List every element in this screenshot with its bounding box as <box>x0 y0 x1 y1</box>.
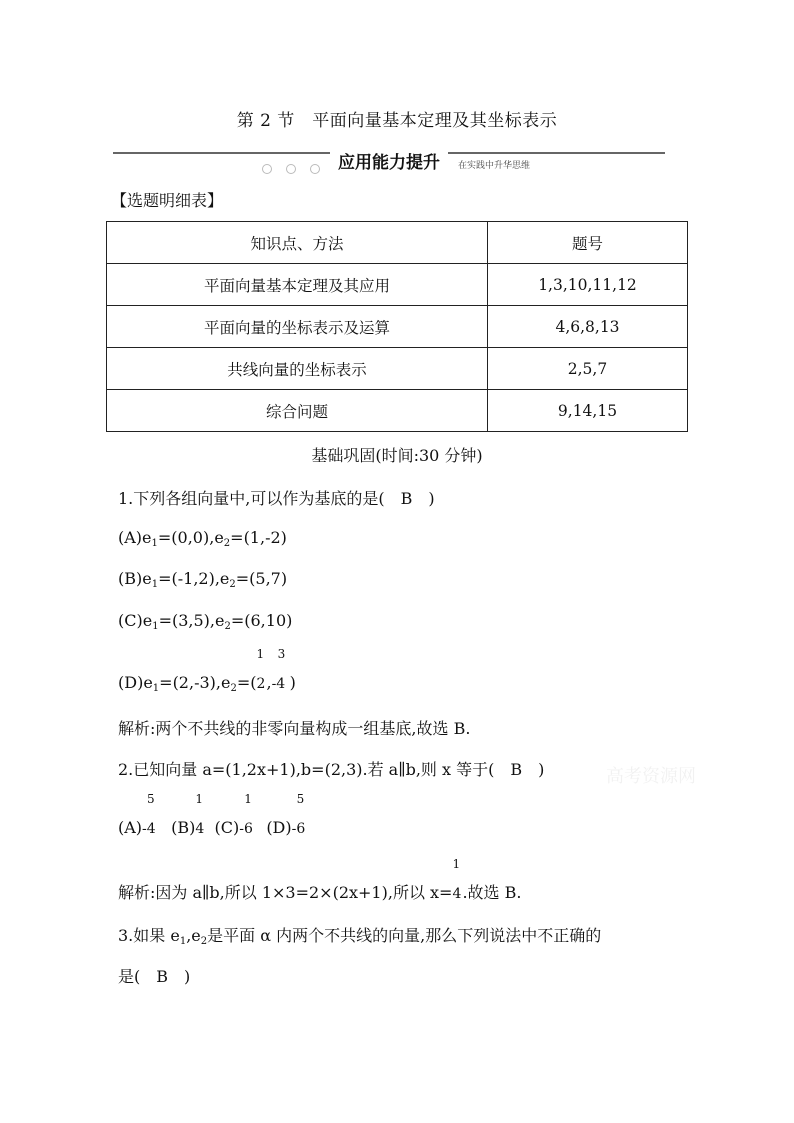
subscript: 2 <box>200 936 208 947</box>
subscript: 1 <box>152 621 159 632</box>
page-title: 第 2 节 平面向量基本定理及其坐标表示 <box>236 111 558 131</box>
banner-heading: 应用能力提升 <box>330 148 448 173</box>
option-text: =( <box>236 673 257 692</box>
option-text: =(-1,2),e <box>158 569 230 588</box>
fraction-numerator: 5 <box>147 792 155 806</box>
subscript: 1 <box>151 538 158 549</box>
fraction <box>291 792 310 837</box>
option-text: (A)e <box>118 528 152 547</box>
subheading: 基础巩固(时间:30 分钟) <box>311 446 483 465</box>
question-3-stem <box>118 923 601 947</box>
question-1-analysis: 解析:两个不共线的非零向量构成一组基底,故选 B. <box>118 719 471 738</box>
table-cell: 1,3,10,11,12 <box>488 264 688 306</box>
table-header-cell: 题号 <box>488 222 688 264</box>
table-cell: 2,5,7 <box>488 348 688 390</box>
fraction-numerator: 1 <box>244 792 252 806</box>
table-cell: 共线向量的坐标表示 <box>107 348 488 390</box>
option-text: ) <box>289 673 296 692</box>
fraction-denominator: -4 <box>142 821 156 837</box>
question-2-analysis <box>118 857 522 903</box>
option-text: =(5,7) <box>235 569 288 588</box>
option-label: (B) <box>171 818 196 837</box>
option-text: , <box>266 673 272 692</box>
question-1-option-c <box>118 611 292 632</box>
subscript: 1 <box>152 683 160 694</box>
fraction-denominator: -4 <box>271 676 286 692</box>
fraction-denominator: 4 <box>195 821 205 837</box>
subscript: 2 <box>224 621 231 632</box>
watermark: 高考资源网 <box>606 766 696 787</box>
topic-table <box>106 221 688 432</box>
section-title: 【选题明细表】 <box>111 191 224 210</box>
subscript: 1 <box>151 579 159 590</box>
table-row <box>107 306 688 348</box>
question-2-options <box>118 792 310 837</box>
option-text: (B)e <box>118 569 152 588</box>
question-1-option-d <box>118 647 296 694</box>
stem-text: ,e <box>186 926 201 945</box>
option-text: =(2,-3),e <box>159 673 231 692</box>
fraction-numerator: 3 <box>277 647 286 661</box>
subscript: 2 <box>229 579 236 590</box>
question-1-option-a <box>118 528 287 549</box>
fraction-denominator: -6 <box>291 821 306 837</box>
table-row <box>107 348 688 390</box>
question-1-stem: 1.下列各组向量中,可以作为基底的是( B ) <box>118 489 435 508</box>
fraction-numerator: 1 <box>256 647 265 661</box>
banner-dots-decoration <box>262 159 334 178</box>
subscript: 2 <box>230 683 237 694</box>
option-label: (C) <box>214 818 240 837</box>
table-cell: 综合问题 <box>107 390 488 432</box>
table-row <box>107 390 688 432</box>
option-text: =(3,5),e <box>158 611 225 630</box>
stem-text: 3.如果 e <box>118 926 180 945</box>
table-cell: 9,14,15 <box>488 390 688 432</box>
subscript: 1 <box>179 936 187 947</box>
fraction <box>195 792 205 837</box>
fraction-denominator: 2 <box>256 676 266 692</box>
analysis-text: .故选 B. <box>462 883 522 902</box>
fraction-denominator: 4 <box>452 886 462 902</box>
table-cell: 4,6,8,13 <box>488 306 688 348</box>
table-header-cell: 知识点、方法 <box>107 222 488 264</box>
fraction <box>239 792 257 837</box>
analysis-text: 解析:因为 a∥b,所以 1×3=2×(2x+1),所以 x= <box>118 883 453 902</box>
option-text: =(0,0),e <box>157 528 224 547</box>
fraction <box>271 647 290 692</box>
table-row <box>107 264 688 306</box>
option-text: =(6,10) <box>230 611 293 630</box>
question-3-stem-line2: 是( B ) <box>118 967 191 986</box>
option-text: (D)e <box>118 673 153 692</box>
table-cell: 平面向量的坐标表示及运算 <box>107 306 488 348</box>
option-text: (C)e <box>118 611 153 630</box>
option-label: (D) <box>266 818 292 837</box>
table-cell: 平面向量基本定理及其应用 <box>107 264 488 306</box>
table-header-row <box>107 222 688 264</box>
fraction <box>142 792 160 837</box>
question-1-option-b <box>118 569 287 590</box>
fraction <box>452 857 462 902</box>
fraction-numerator: 5 <box>296 792 305 806</box>
option-text: =(1,-2) <box>230 528 287 547</box>
fraction-numerator: 1 <box>195 792 204 806</box>
option-label: (A) <box>118 818 143 837</box>
subscript: 2 <box>223 538 231 549</box>
banner-subtitle: 在实践中升华思维 <box>458 161 531 171</box>
stem-text: 是平面 α 内两个不共线的向量,那么下列说法中不正确的 <box>207 926 602 945</box>
fraction-denominator: -6 <box>239 821 253 837</box>
fraction <box>256 647 266 692</box>
question-2-stem: 2.已知向量 a=(1,2x+1),b=(2,3).若 a∥b,则 x 等于( B ) <box>118 760 545 779</box>
fraction-numerator: 1 <box>452 857 461 871</box>
